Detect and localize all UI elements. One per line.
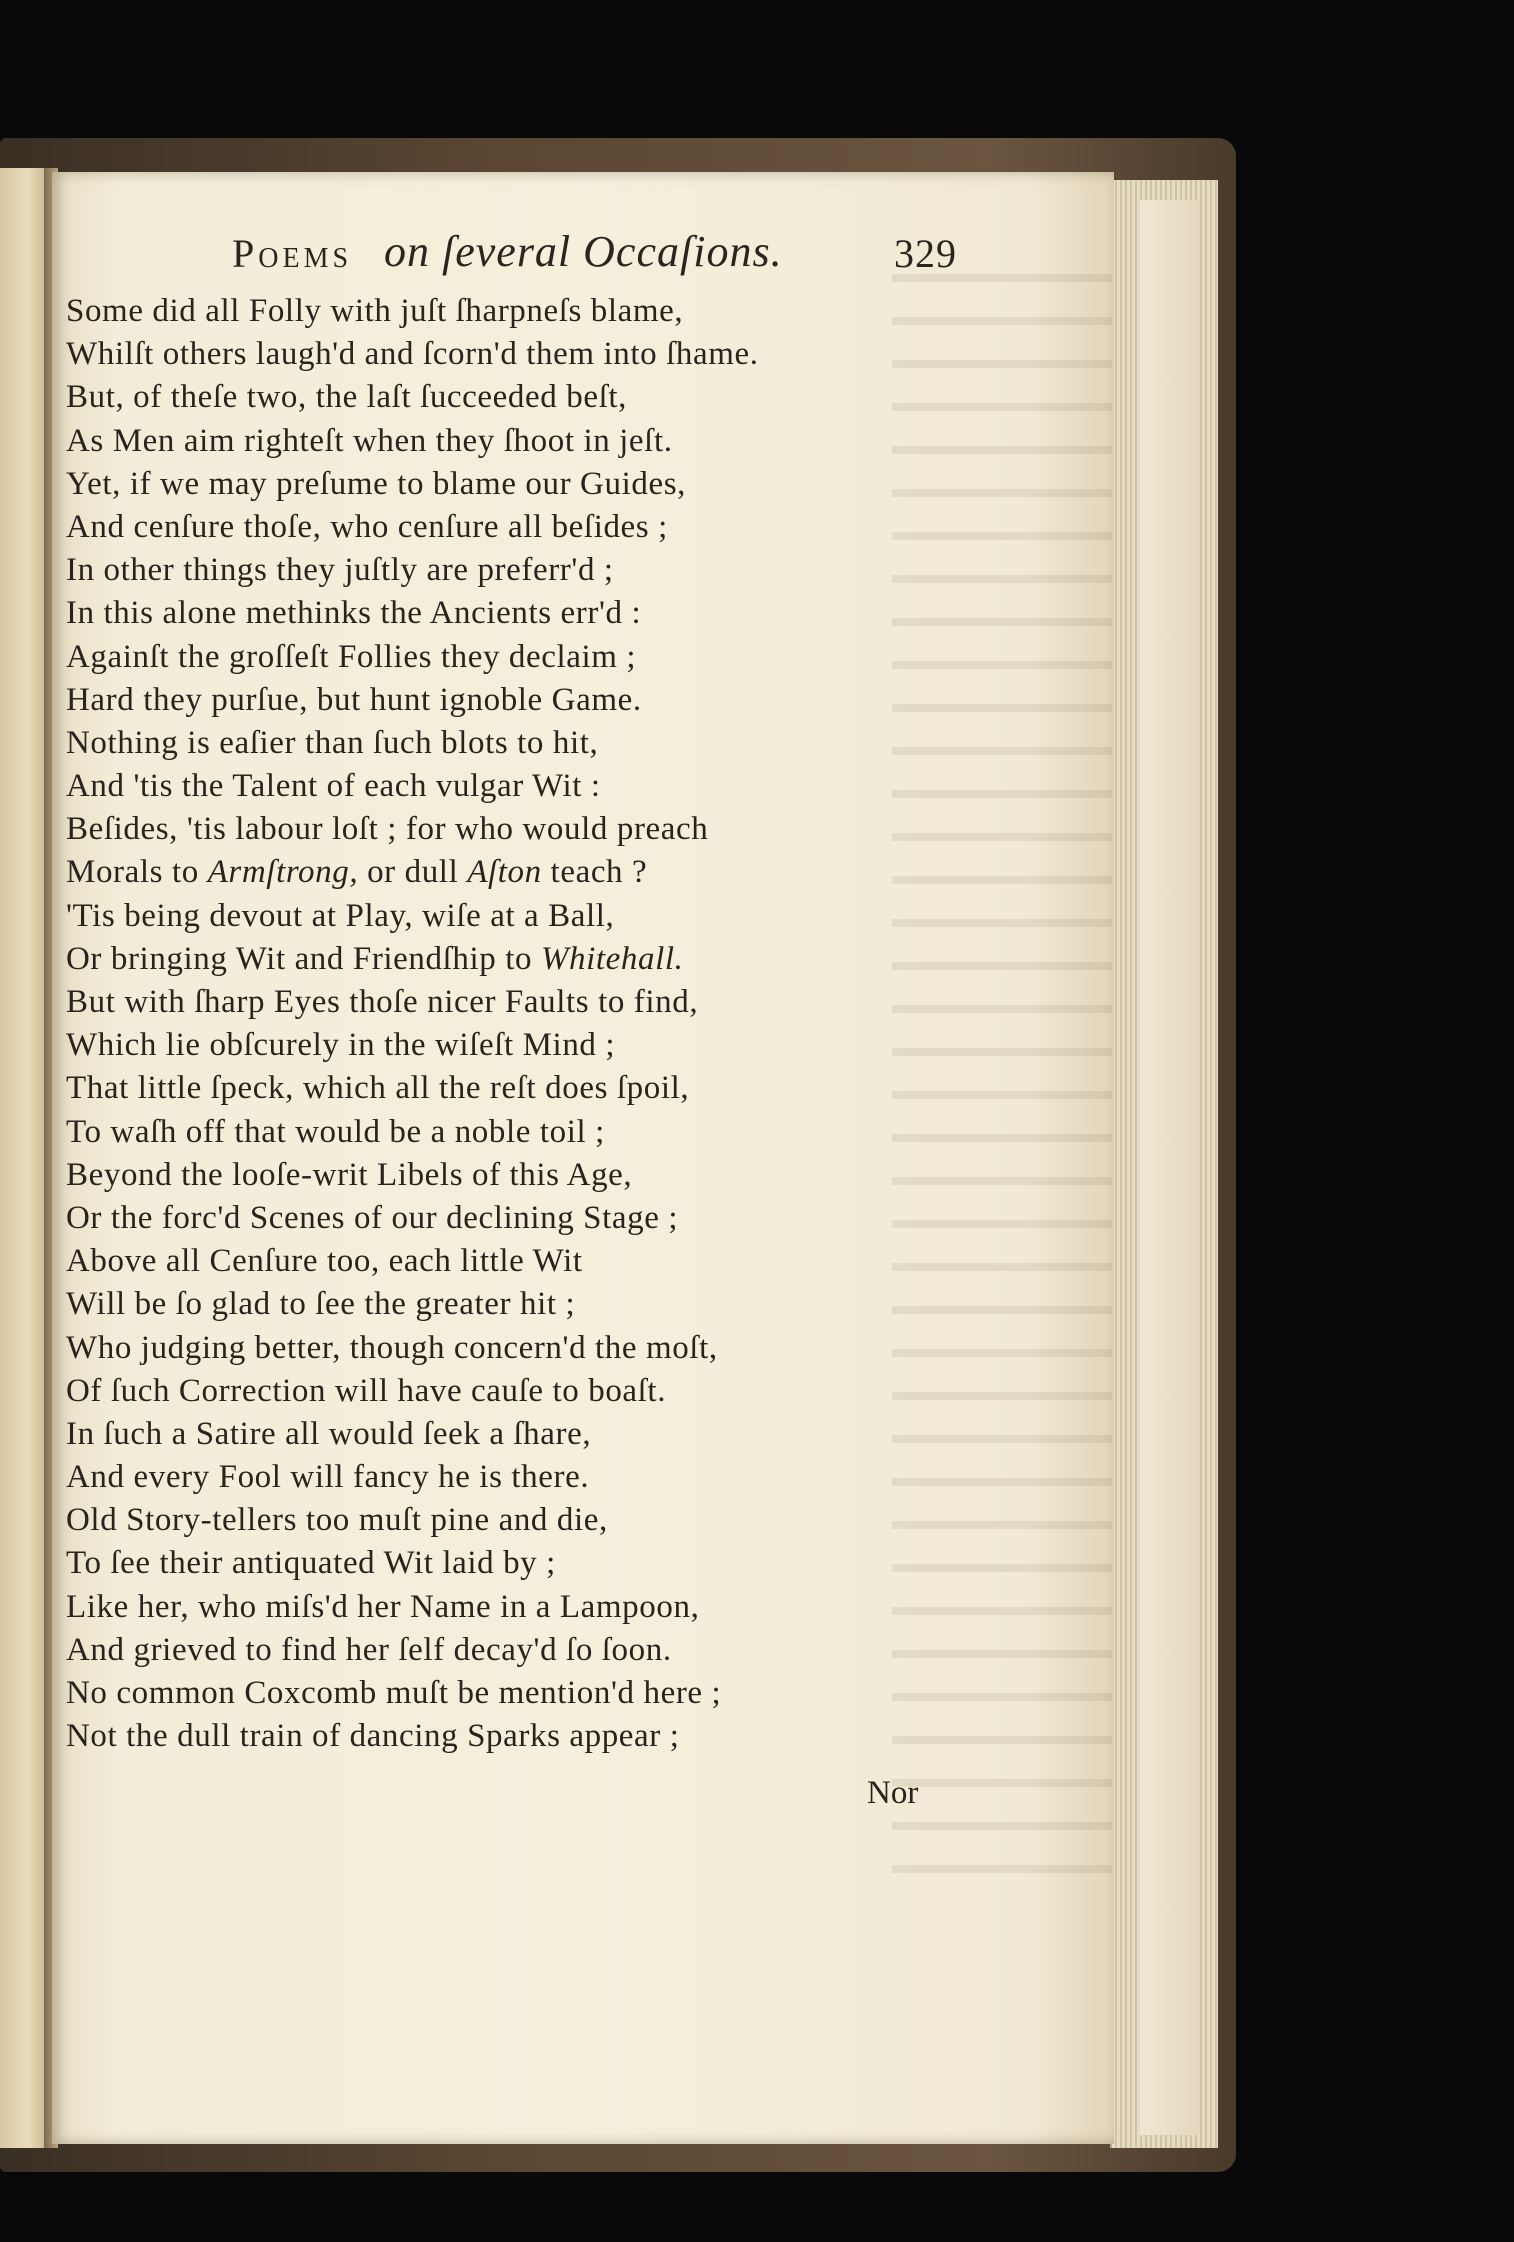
verse-line-text: No common Coxcomb muſt be mention'd here ; xyxy=(66,1675,722,1711)
verse-line-text: Or bringing Wit and Friendſhip to xyxy=(66,940,541,977)
verse-line xyxy=(66,1283,1086,1326)
verse-line xyxy=(66,333,1086,376)
verse-line-text: As Men aim righteſt when they ſhoot in jeſt. xyxy=(66,422,673,459)
verse-line-text: Above all Cenſure too, each little Wit xyxy=(66,1243,583,1280)
verse-line-text: In other things they juſtly are preferr'd ; xyxy=(66,552,614,589)
poem-text xyxy=(66,290,1086,1758)
verse-line-text: And every Fool will fancy he is there. xyxy=(66,1459,590,1496)
verse-line-text: Or the forc'd Scenes of our declining Stage ; xyxy=(66,1199,679,1236)
verse-italic-name: Armſtrong, xyxy=(207,854,359,891)
verse-line xyxy=(66,592,1086,635)
page-number: 329 xyxy=(894,231,957,276)
verse-line-text: To waſh off that would be a noble toil ; xyxy=(66,1113,605,1150)
verse-line xyxy=(66,851,1086,894)
verse-line xyxy=(66,1327,1086,1370)
verse-line xyxy=(66,290,1086,333)
verse-line xyxy=(66,1154,1086,1197)
verse-line xyxy=(66,765,1086,808)
running-head-subtitle: on ſeveral Occaſions. xyxy=(384,227,783,276)
verse-line xyxy=(66,1586,1086,1629)
verse-italic-name: Whitehall. xyxy=(540,940,684,977)
verse-line xyxy=(66,549,1086,592)
catchword: Nor xyxy=(867,1775,919,1811)
verse-line-text: In this alone methinks the Ancients err'd : xyxy=(66,595,642,632)
verse-line xyxy=(66,1111,1086,1154)
verse-line-text: 'Tis being devout at Play, wiſe at a Ball, xyxy=(66,897,615,934)
verse-line xyxy=(66,1413,1086,1456)
verse-line xyxy=(66,808,1086,851)
verse-line-text: Not the dull train of dancing Sparks appear ; xyxy=(66,1718,680,1755)
running-head-title: Poems xyxy=(232,231,353,276)
verse-line-text: or dull xyxy=(358,854,468,891)
verse-line xyxy=(66,1024,1086,1067)
verse-line xyxy=(66,1067,1086,1110)
verse-line-text: And grieved to find her ſelf decay'd ſo ſoon. xyxy=(66,1631,672,1668)
verse-line-text: Nothing is eaſier than ſuch blots to hit, xyxy=(66,724,599,761)
page-edges-inner xyxy=(1140,200,1200,2135)
verse-line-text: Which lie obſcurely in the wiſeſt Mind ; xyxy=(66,1027,616,1064)
verse-line xyxy=(66,1456,1086,1499)
verse-line xyxy=(66,1542,1086,1585)
verse-line xyxy=(66,981,1086,1024)
verse-line-text: Beyond the looſe-writ Libels of this Age, xyxy=(66,1156,633,1193)
verse-line xyxy=(66,463,1086,506)
verse-line-text: Some did all Folly with juſt ſharpneſs blame, xyxy=(66,293,684,329)
verse-line xyxy=(66,1629,1086,1672)
verse-line-text: teach ? xyxy=(541,854,648,891)
verse-line xyxy=(66,636,1086,679)
verse-line-text: Whilſt others laugh'd and ſcorn'd them into ſhame. xyxy=(66,336,759,373)
verse-line-text: And 'tis the Talent of each vulgar Wit : xyxy=(66,768,601,805)
verse-line xyxy=(66,1197,1086,1240)
verse-line-text: Old Story-tellers too muſt pine and die, xyxy=(66,1502,608,1539)
book-page xyxy=(52,172,1114,2144)
verse-line xyxy=(66,1240,1086,1283)
verse-italic-name: Aſton xyxy=(467,854,542,891)
verse-line xyxy=(66,1715,1086,1758)
verse-line-text: To ſee their antiquated Wit laid by ; xyxy=(66,1545,556,1582)
verse-line xyxy=(66,376,1086,419)
verse-line-text: Againſt the groſſeſt Follies they declaim ; xyxy=(66,638,637,675)
verse-line xyxy=(66,1370,1086,1413)
verse-line-text: Hard they purſue, but hunt ignoble Game. xyxy=(66,681,642,718)
verse-line-text: Beſides, 'tis labour loſt ; for who would preach xyxy=(66,811,709,848)
verse-line-text: That little ſpeck, which all the reſt does ſpoil, xyxy=(66,1070,690,1107)
verse-line-text: But with ſharp Eyes thoſe nicer Faults to find, xyxy=(66,984,699,1020)
verse-line xyxy=(66,1672,1086,1715)
verse-line-text: Who judging better, though concern'd the moſt, xyxy=(66,1329,718,1366)
verse-line-text: But, of theſe two, the laſt ſucceeded beſt, xyxy=(66,379,627,416)
verse-line-text: And cenſure thoſe, who cenſure all beſides ; xyxy=(66,508,668,545)
verse-line xyxy=(66,938,1086,981)
verse-line xyxy=(66,506,1086,549)
verse-line-text: Like her, who miſs'd her Name in a Lampoon, xyxy=(66,1588,700,1625)
verse-line-text: Will be ſo glad to ſee the greater hit ; xyxy=(66,1286,576,1323)
verse-line-text: In ſuch a Satire all would ſeek a ſhare, xyxy=(66,1415,592,1452)
verse-line xyxy=(66,1499,1086,1542)
verse-line-text: Of ſuch Correction will have cauſe to boaſt. xyxy=(66,1372,667,1409)
facing-page-edge xyxy=(0,168,48,2148)
verse-line xyxy=(66,722,1086,765)
verse-line xyxy=(66,679,1086,722)
verse-line xyxy=(66,420,1086,463)
verse-line xyxy=(66,895,1086,938)
verse-line-text: Yet, if we may preſume to blame our Guides, xyxy=(66,465,686,502)
running-head xyxy=(182,222,982,282)
verse-line-text: Morals to xyxy=(66,854,208,891)
